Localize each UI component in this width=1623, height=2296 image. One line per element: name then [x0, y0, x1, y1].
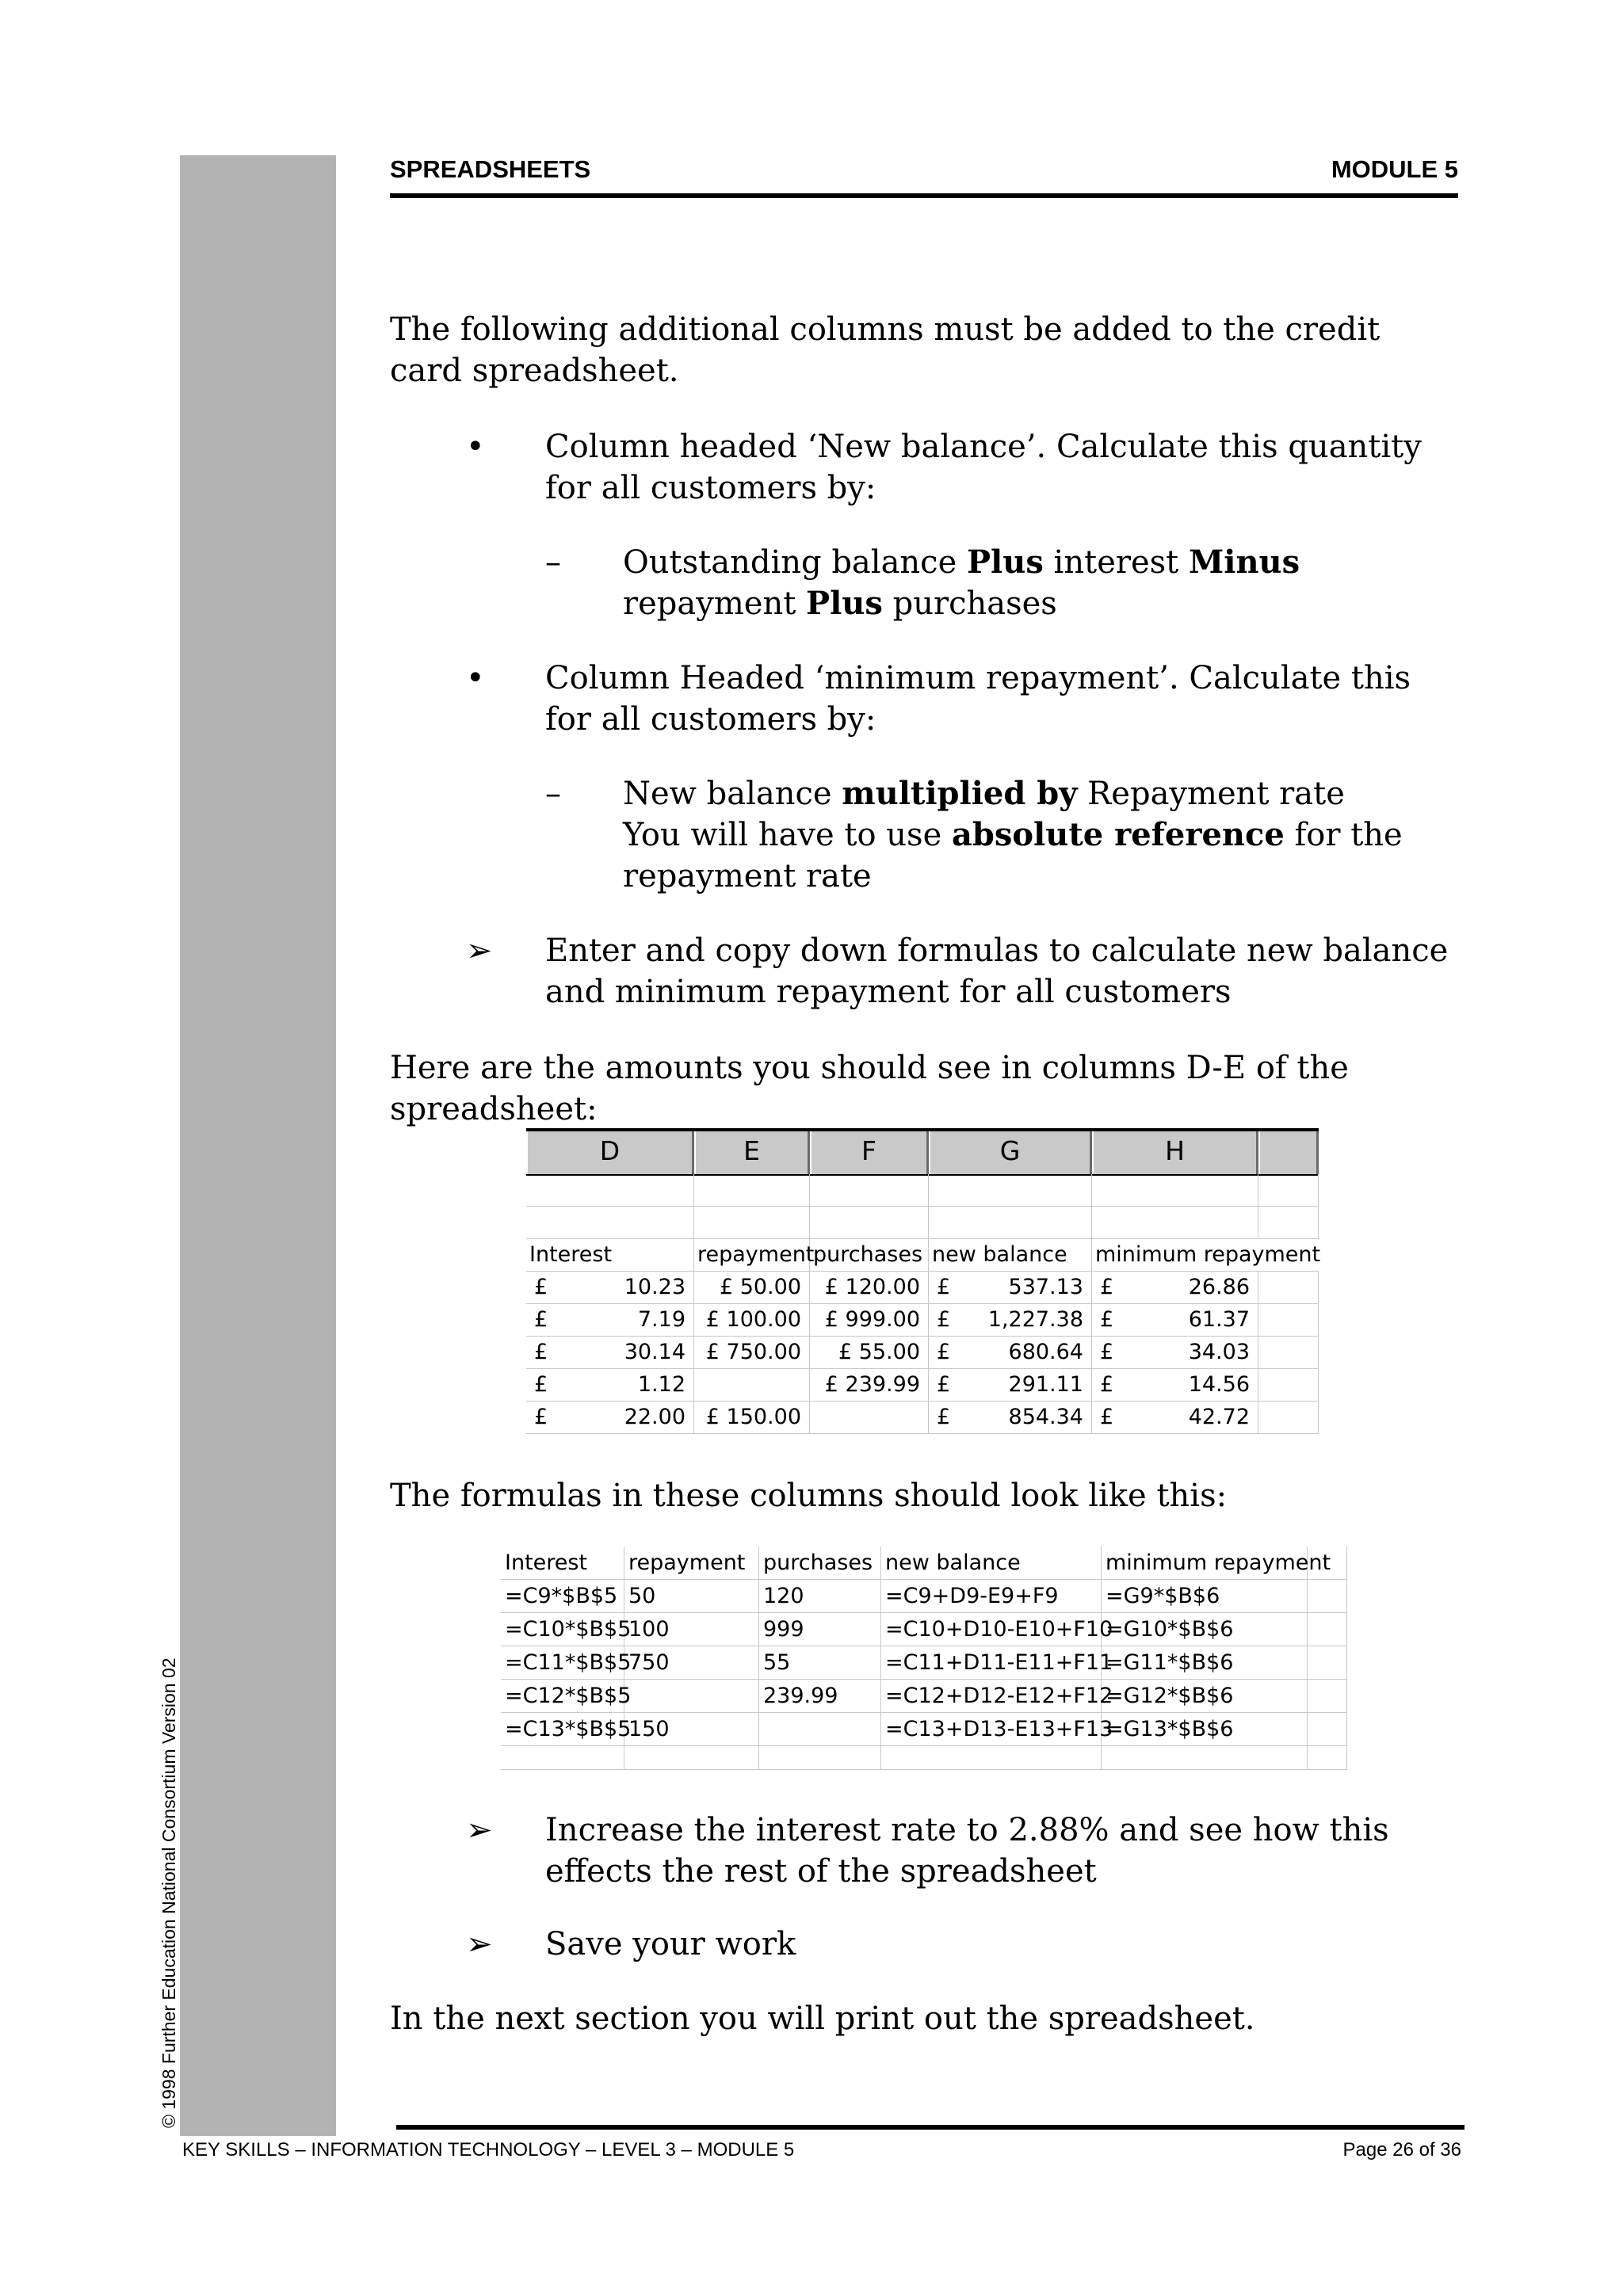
table-cell-currency: £ 291.11 — [929, 1369, 1092, 1401]
table-row — [526, 1402, 1319, 1434]
formula-cell: =G12*$B$6 — [1102, 1680, 1308, 1712]
bullet-marker: • — [466, 429, 485, 465]
table-cell-currency: £ 26.86 — [1092, 1272, 1258, 1303]
header-new-balance: new balance — [881, 1547, 1102, 1579]
table-cell-empty — [1308, 1613, 1347, 1646]
bullet-new-balance: Column headed ‘New balance’. Calculate this quantity for all customers by: — [545, 429, 1422, 506]
bullet-marker: • — [466, 660, 485, 696]
table-cell-empty — [1308, 1580, 1347, 1612]
table-cell-currency: £ 1,227.38 — [929, 1304, 1092, 1336]
table-cell-currency: £ 22.00 — [526, 1402, 694, 1433]
table-cell-currency: £ 7.19 — [526, 1304, 694, 1336]
formula-cell — [759, 1713, 881, 1745]
lead-in-formulas: The formulas in these columns should look like this: — [390, 1478, 1228, 1514]
instruction-save: Save your work — [545, 1926, 796, 1962]
formula-cell: =C11*$B$5 — [501, 1646, 624, 1679]
table-cell-currency: £ 42.72 — [1092, 1402, 1258, 1433]
formula-cell: =C11+D11-E11+F11 — [881, 1646, 1102, 1679]
formula-cell: =G13*$B$6 — [1102, 1713, 1308, 1745]
table-row — [501, 1646, 1347, 1680]
table-cell-currency: £ 34.03 — [1092, 1337, 1258, 1368]
table-row — [526, 1272, 1319, 1304]
page-number: Page 26 of 36 — [1342, 2139, 1461, 2161]
column-headers — [526, 1128, 1319, 1176]
table-cell-empty — [1258, 1402, 1319, 1433]
formula-cell: =G10*$B$6 — [1102, 1613, 1308, 1646]
formula-cell: 150 — [624, 1713, 759, 1745]
table-cell-currency: £ 1.12 — [526, 1369, 694, 1401]
table-row — [501, 1680, 1347, 1713]
table-cell-currency: £ 680.64 — [929, 1337, 1092, 1368]
table-cell-currency: £ 14.56 — [1092, 1369, 1258, 1401]
closing-paragraph: In the next section you will print out the spreadsheet. — [390, 2000, 1255, 2037]
column-header-d: D — [526, 1131, 694, 1174]
table-cell: £ 55.00 — [810, 1337, 929, 1368]
column-header-g: G — [929, 1131, 1092, 1174]
table-row — [501, 1613, 1347, 1646]
header-minimum-repayment: minimum repayment — [1102, 1547, 1308, 1579]
minimum-repayment-formula-text: New balance multiplied by Repayment rate You will have to use absolute reference for the repayment rate — [623, 775, 1403, 894]
instruction-increase-rate: Increase the interest rate to 2.88% and see how this effects the rest of the spreadsheet — [545, 1812, 1389, 1890]
footer-course: KEY SKILLS – INFORMATION TECHNOLOGY – LEVEL 3 – MODULE 5 — [182, 2139, 795, 2161]
table-cell-empty — [1258, 1369, 1319, 1401]
formula-cell: 120 — [759, 1580, 881, 1612]
table-row — [526, 1304, 1319, 1337]
lead-in-amounts: Here are the amounts you should see in columns D-E of the spreadsheet: — [390, 1050, 1349, 1127]
table-cell-currency: £ 10.23 — [526, 1272, 694, 1303]
spreadsheet-formulas — [501, 1547, 1347, 1770]
sidebar-band — [180, 155, 336, 2136]
table-row — [501, 1580, 1347, 1613]
formula-cell: =C13+D13-E13+F13 — [881, 1713, 1102, 1745]
table-row — [526, 1174, 1319, 1207]
formula-cell — [624, 1680, 759, 1712]
formula-cell: =C12+D12-E12+F12 — [881, 1680, 1102, 1712]
formula-cell: 50 — [624, 1580, 759, 1612]
table-cell-currency: £ 61.37 — [1092, 1304, 1258, 1336]
table-cell: £ 999.00 — [810, 1304, 929, 1336]
table-row — [526, 1369, 1319, 1402]
table-cell: £ 50.00 — [694, 1272, 810, 1303]
table-cell: £ 150.00 — [694, 1402, 810, 1433]
table-row — [526, 1207, 1319, 1239]
table-cell-currency: £ 854.34 — [929, 1402, 1092, 1433]
formula-cell: =G9*$B$6 — [1102, 1580, 1308, 1612]
table-cell-empty — [1308, 1680, 1347, 1712]
dash-marker: – — [545, 776, 561, 812]
column-header-f: F — [810, 1131, 929, 1174]
table-cell-currency: £ 537.13 — [929, 1272, 1092, 1303]
header-interest: Interest — [526, 1239, 694, 1271]
dash-marker: – — [545, 544, 561, 581]
table-header-row — [501, 1547, 1347, 1580]
table-cell-empty — [1258, 1272, 1319, 1303]
column-header-e: E — [694, 1131, 810, 1174]
formula-cell: 750 — [624, 1646, 759, 1679]
arrow-bullet-icon: ➢ — [466, 1812, 493, 1848]
table-cell: £ 100.00 — [694, 1304, 810, 1336]
formula-cell: =C10*$B$5 — [501, 1613, 624, 1646]
footer-rule — [396, 2125, 1465, 2130]
table-header-row — [526, 1239, 1319, 1272]
formula-cell: =C9*$B$5 — [501, 1580, 624, 1612]
column-header-i — [1258, 1131, 1319, 1174]
formula-cell: =C10+D10-E10+F10 — [881, 1613, 1102, 1646]
header-new-balance: new balance — [929, 1239, 1092, 1271]
formula-cell: 999 — [759, 1613, 881, 1646]
table-row — [526, 1337, 1319, 1369]
formula-cell: 239.99 — [759, 1680, 881, 1712]
table-cell-empty — [1258, 1337, 1319, 1368]
header-rule — [390, 193, 1458, 198]
header-purchases: purchases — [759, 1547, 881, 1579]
sheet-grid — [526, 1174, 1319, 1434]
table-cell: £ 750.00 — [694, 1337, 810, 1368]
formula-cell: 55 — [759, 1646, 881, 1679]
table-cell — [694, 1369, 810, 1401]
table-cell: £ 239.99 — [810, 1369, 929, 1401]
formula-cell: =G11*$B$6 — [1102, 1646, 1308, 1679]
arrow-bullet-icon: ➢ — [466, 933, 493, 969]
header-interest: Interest — [501, 1547, 624, 1579]
spreadsheet-amounts — [526, 1128, 1319, 1437]
table-cell-empty — [1308, 1713, 1347, 1745]
header-title: SPREADSHEETS — [390, 155, 591, 183]
header-module: MODULE 5 — [1331, 155, 1458, 183]
arrow-bullet-icon: ➢ — [466, 1926, 493, 1962]
copyright-text: © 1998 Further Education National Consortium Version 02 — [158, 1657, 179, 2128]
table-row — [501, 1746, 1347, 1770]
table-cell: £ 120.00 — [810, 1272, 929, 1303]
header-repayment: repayment — [624, 1547, 759, 1579]
formula-cell: =C9+D9-E9+F9 — [881, 1580, 1102, 1612]
new-balance-formula-text: Outstanding balance Plus interest Minus repayment Plus purchases — [623, 543, 1300, 622]
column-header-h: H — [1092, 1131, 1258, 1174]
instruction-enter-formulas: Enter and copy down formulas to calculate new balance and minimum repayment for all customers — [545, 933, 1449, 1010]
formula-cell: 100 — [624, 1613, 759, 1646]
header-purchases: purchases — [810, 1239, 929, 1271]
formula-cell: =C12*$B$5 — [501, 1680, 624, 1712]
table-cell — [810, 1402, 929, 1433]
intro-paragraph: The following additional columns must be added to the credit card spreadsheet. — [390, 311, 1381, 389]
table-row — [501, 1713, 1347, 1746]
bullet-minimum-repayment: Column Headed ‘minimum repayment’. Calculate this for all customers by: — [545, 660, 1411, 738]
formula-cell: =C13*$B$5 — [501, 1713, 624, 1745]
table-cell-empty — [1258, 1304, 1319, 1336]
header-repayment: repayment — [694, 1239, 810, 1271]
table-cell-empty — [1308, 1646, 1347, 1679]
table-cell-currency: £ 30.14 — [526, 1337, 694, 1368]
header-minimum-repayment: minimum repayment — [1095, 1242, 1321, 1267]
